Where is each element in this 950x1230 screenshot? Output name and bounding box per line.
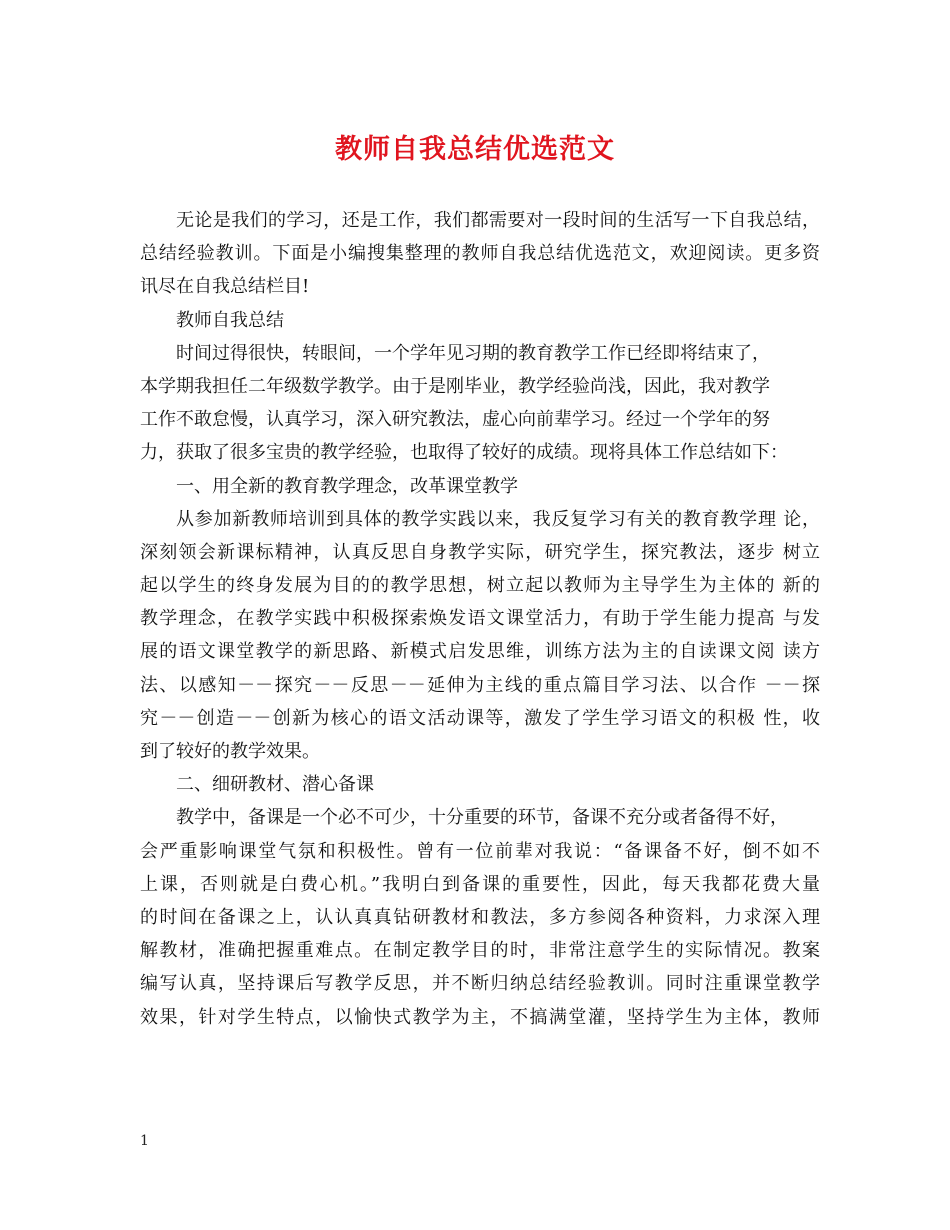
text-line: 展的语文课堂教学的新思路、新模式启发思维，训练方法为主的自读课文阅 读方 xyxy=(140,641,820,663)
text-line: 时间过得很快，转眼间，一个学年见习期的教育教学工作已经即将结束了， xyxy=(176,342,770,364)
document-body xyxy=(140,204,820,1034)
text-line: 工作不敢怠慢，认真学习，深入研究教法，虚心向前辈学习。经过一个学年的努 xyxy=(140,409,770,431)
text-line: 编写认真，坚持课后写教学反思，并不断归纳总结经验教训。同时注重课堂教学 xyxy=(140,973,820,995)
page-number: 1 xyxy=(140,1133,149,1149)
text-line: 无论是我们的学习，还是工作，我们都需要对一段时间的生活写一下自我总结， xyxy=(176,210,820,231)
text-line: 上课，否则就是白费心机。”我明白到备课的重要性，因此，每天我都花费大量 xyxy=(140,873,820,895)
text-line: 法、以感知－－探究－－反思－－延伸为主线的重点篇目学习法、以合作 －－探 xyxy=(140,674,820,696)
text-line: 会严重影响课堂气氛和积极性。曾有一位前辈对我说：“备课备不好，倒不如不 xyxy=(140,840,820,862)
text-line: 本学期我担任二年级数学教学。由于是刚毕业，教学经验尚浅，因此，我对教学 xyxy=(140,375,770,397)
text-line: 解教材，准确把握重难点。在制定教学目的时，非常注意学生的实际情况。教案 xyxy=(140,940,820,962)
text-line: 起以学生的终身发展为目的的教学思想，树立起以教师为主导学生为主体的 新的 xyxy=(140,575,820,597)
text-line: 教学中，备课是一个必不可少，十分重要的环节，备课不充分或者备得不好， xyxy=(176,807,788,829)
text-line: 究－－创造－－创新为核心的语文活动课等，激发了学生学习语文的积极 性，收 xyxy=(140,707,820,729)
text-line: 教师自我总结 xyxy=(176,309,284,331)
text-line: 总结经验教训。下面是小编搜集整理的教师自我总结优选范文，欢迎阅读。更多资 xyxy=(140,243,820,265)
text-line: 从参加新教师培训到具体的教学实践以来，我反复学习有关的教育教学理 论， xyxy=(176,508,820,530)
text-line: 教学理念，在教学实践中积极探索焕发语文课堂活力，有助于学生能力提高 与发 xyxy=(140,608,820,630)
document-title: 教师自我总结优选范文 xyxy=(335,134,615,165)
text-line: 一、用全新的教育教学理念，改革课堂教学 xyxy=(176,475,518,497)
text-line: 讯尽在自我总结栏目! xyxy=(140,276,310,298)
text-line: 二、细研教材、潜心备课 xyxy=(176,774,374,796)
text-line: 的时间在备课之上，认认真真钻研教材和教法，多方参阅各种资料，力求深入理 xyxy=(140,906,820,928)
text-line: 深刻领会新课标精神，认真反思自身教学实际，研究学生，探究教法，逐步 树立 xyxy=(140,541,820,563)
text-line: 力，获取了很多宝贵的教学经验，也取得了较好的成绩。现将具体工作总结如下： xyxy=(140,442,788,464)
text-line: 效果，针对学生特点，以愉快式教学为主，不搞满堂灌，坚持学生为主体，教师 xyxy=(140,1006,820,1028)
text-line: 到了较好的教学效果。 xyxy=(140,741,320,762)
